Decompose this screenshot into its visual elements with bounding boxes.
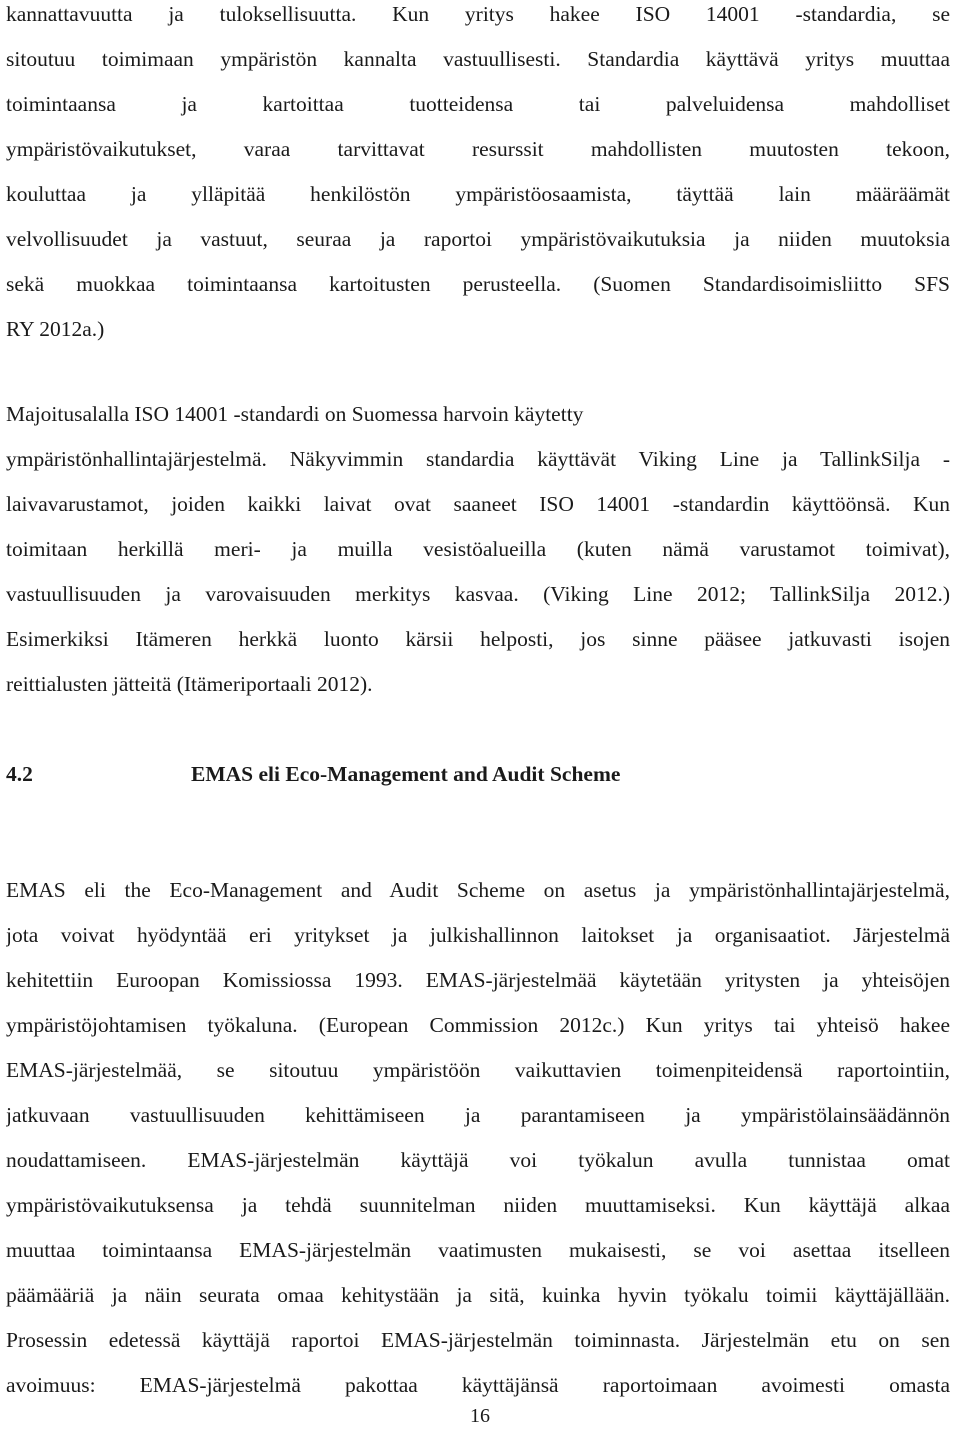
text-line: jatkuvaan vastuullisuuden kehittämiseen ja parantamiseen ja ympäristölainsäädännön <box>6 1103 950 1127</box>
text-line: Esimerkiksi Itämeren herkkä luonto kärsii helposti, jos sinne pääsee jatkuvasti isojen <box>6 627 950 651</box>
text-line: ympäristövaikutukset, varaa tarvittavat resurssit mahdollisten muutosten tekoon, <box>6 137 950 161</box>
text-line: toimintaansa ja kartoittaa tuotteidensa tai palveluidensa mahdolliset <box>6 92 950 116</box>
text-line: velvollisuudet ja vastuut, seuraa ja raportoi ympäristövaikutuksia ja niiden muutoksia <box>6 227 950 251</box>
text-line: sitoutuu toimimaan ympäristön kannalta vastuullisesti. Standardia käyttävä yritys muuttaa <box>6 47 950 71</box>
section-title: EMAS eli Eco-Management and Audit Scheme <box>191 762 621 786</box>
text-line: kehitettiin Euroopan Komissiossa 1993. EMAS-järjestelmää käytetään yritysten ja yhteisöjen <box>6 968 950 992</box>
page-number: 16 <box>470 1405 490 1427</box>
text-line: ympäristövaikutuksensa ja tehdä suunnitelman niiden muuttamiseksi. Kun käyttäjä alkaa <box>6 1193 950 1217</box>
text-line: RY 2012a.) <box>6 317 105 341</box>
text-line: vastuullisuuden ja varovaisuuden merkitys kasvaa. (Viking Line 2012; TallinkSilja 2012.) <box>6 582 950 606</box>
text-line: kannattavuutta ja tuloksellisuutta. Kun yritys hakee ISO 14001 -standardia, se <box>6 2 950 26</box>
text-line: sekä muokkaa toimintaansa kartoitusten perusteella. (Suomen Standardisoimisliitto SFS <box>6 272 950 296</box>
text-line: laivavarustamot, joiden kaikki laivat ovat saaneet ISO 14001 -standardin käyttöönsä. Kun <box>6 492 950 516</box>
text-line: EMAS-järjestelmää, se sitoutuu ympäristöön vaikuttavien toimenpiteidensä raportointiin, <box>6 1058 950 1082</box>
text-line: EMAS eli the Eco-Management and Audit Scheme on asetus ja ympäristönhallintajärjestelmä, <box>6 878 950 902</box>
text-line: avoimuus: EMAS-järjestelmä pakottaa käyttäjänsä raportoimaan avoimesti omasta <box>6 1373 950 1397</box>
text-line: ympäristönhallintajärjestelmä. Näkyvimmin standardia käyttävät Viking Line ja TallinkSilja - <box>6 447 950 471</box>
text-line: kouluttaa ja ylläpitää henkilöstön ympäristöosaamista, täyttää lain määräämät <box>6 182 950 206</box>
text-line: jota voivat hyödyntää eri yritykset ja julkishallinnon laitokset ja organisaatiot. Järjestelmä <box>6 923 950 947</box>
text-line: reittialusten jätteitä (Itämeriportaali 2012). <box>6 672 373 696</box>
text-line: ympäristöjohtamisen työkaluna. (European Commission 2012c.) Kun yritys tai yhteisö hakee <box>6 1013 950 1037</box>
section-number: 4.2 <box>6 762 33 786</box>
text-line: muuttaa toimintaansa EMAS-järjestelmän vaatimusten mukaisesti, se voi asettaa itselleen <box>6 1238 950 1262</box>
text-line: Majoitusalalla ISO 14001 -standardi on Suomessa harvoin käytetty <box>6 402 584 426</box>
text-line: noudattamiseen. EMAS-järjestelmän käyttäjä voi työkalun avulla tunnistaa omat <box>6 1148 950 1172</box>
text-line: toimitaan herkillä meri- ja muilla vesistöalueilla (kuten nämä varustamot toimivat), <box>6 537 950 561</box>
text-line: päämääriä ja näin seurata omaa kehitystään ja sitä, kuinka hyvin työkalu toimii käyttäjällään. <box>6 1283 950 1307</box>
text-line: Prosessin edetessä käyttäjä raportoi EMAS-järjestelmän toiminnasta. Järjestelmän etu on sen <box>6 1328 950 1352</box>
